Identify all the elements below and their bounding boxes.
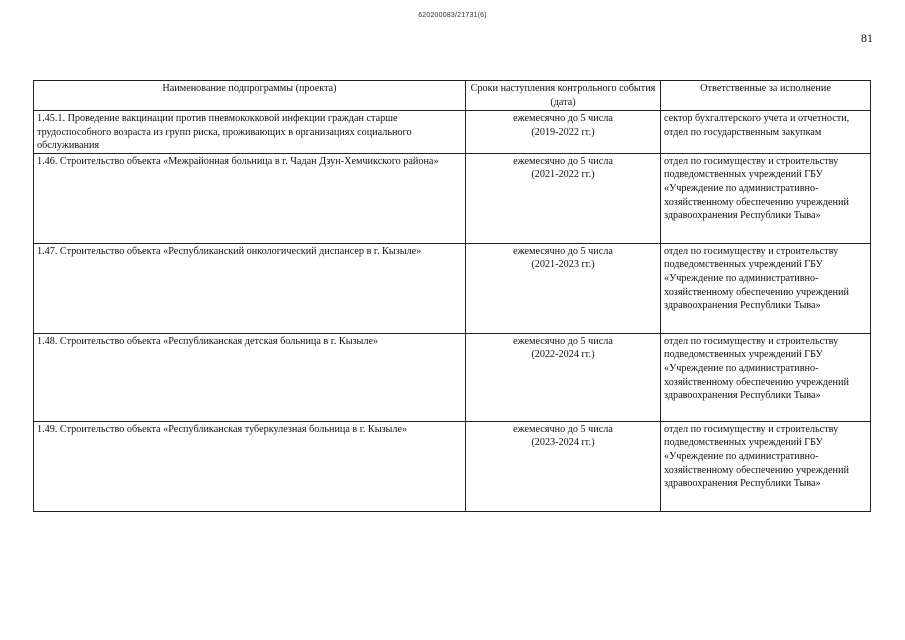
document-id: 620200083/21731(6) [418,12,487,19]
deadline-years: (2019-2022 гг.) [531,126,595,138]
program-name: 1.49. Строительство объекта «Республиканская туберкулезная больница в г. Кызыле» [37,423,408,435]
program-name-cell [34,111,466,154]
deadline-cell [466,333,661,421]
table-row [34,153,871,243]
program-name-cell [34,333,466,421]
deadline-years: (2021-2022 гг.) [531,169,595,181]
deadline-years: (2023-2024 гг.) [531,437,595,449]
responsible-party: отдел по госимуществу и строительству подведомственных учреждений ГБУ «Учреждение по административно-хозяйственному обеспечению учреждений здравоохранения Республики Тыва» [664,423,849,490]
deadline-frequency: ежемесячно до 5 числа [513,423,613,435]
column-header-name: Наименование подпрограммы (проекта) [34,81,466,111]
table-body [34,111,871,512]
deadline-cell [466,153,661,243]
deadline-cell [466,243,661,333]
column-header-dates: Сроки наступления контрольного события (дата) [466,81,661,111]
program-name-cell [34,421,466,511]
program-name-cell [34,153,466,243]
responsible-party: отдел по госимуществу и строительству подведомственных учреждений ГБУ «Учреждение по административно-хозяйственному обеспечению учреждений здравоохранения Республики Тыва» [664,245,849,312]
deadline-frequency: ежемесячно до 5 числа [513,155,613,167]
responsible-cell [661,421,871,511]
table-row [34,421,871,511]
program-name: 1.47. Строительство объекта «Республиканский онкологический диспансер в г. Кызыле» [37,245,422,257]
page-number: 81 [861,31,873,45]
deadline-years: (2022-2024 гг.) [531,349,595,361]
responsible-cell [661,333,871,421]
responsible-party: отдел по госимуществу и строительству подведомственных учреждений ГБУ «Учреждение по административно-хозяйственному обеспечению учреждений здравоохранения Республики Тыва» [664,155,849,222]
program-name: 1.48. Строительство объекта «Республиканская детская больница в г. Кызыле» [37,335,379,347]
responsible-cell [661,153,871,243]
responsible-cell [661,243,871,333]
deadline-frequency: ежемесячно до 5 числа [513,245,613,257]
deadline-frequency: ежемесячно до 5 числа [513,113,613,124]
responsible-cell [661,111,871,154]
table-row [34,111,871,154]
program-name: 1.45.1. Проведение вакцинации против пневмококковой инфекции граждан старше трудоспособного возраста из групп риска, проживающих в организациях социального обслуживания [37,113,412,152]
column-header-responsible: Ответственные за исполнение [661,81,871,111]
program-name-cell [34,243,466,333]
table-row [34,333,871,421]
deadline-cell [466,111,661,154]
responsible-party: отдел по госимуществу и строительству подведомственных учреждений ГБУ «Учреждение по административно-хозяйственному обеспечению учреждений здравоохранения Республики Тыва» [664,335,849,402]
deadline-cell [466,421,661,511]
events-table [33,80,871,512]
table-row [34,243,871,333]
program-name: 1.46. Строительство объекта «Межрайонная больница в г. Чадан Дзун-Хемчикского района» [37,155,439,167]
deadline-years: (2021-2023 гг.) [531,259,595,271]
responsible-party: сектор бухгалтерского учета и отчетности, отдел по государственным закупкам [664,113,850,138]
table-header-row [34,81,871,111]
deadline-frequency: ежемесячно до 5 числа [513,335,613,347]
